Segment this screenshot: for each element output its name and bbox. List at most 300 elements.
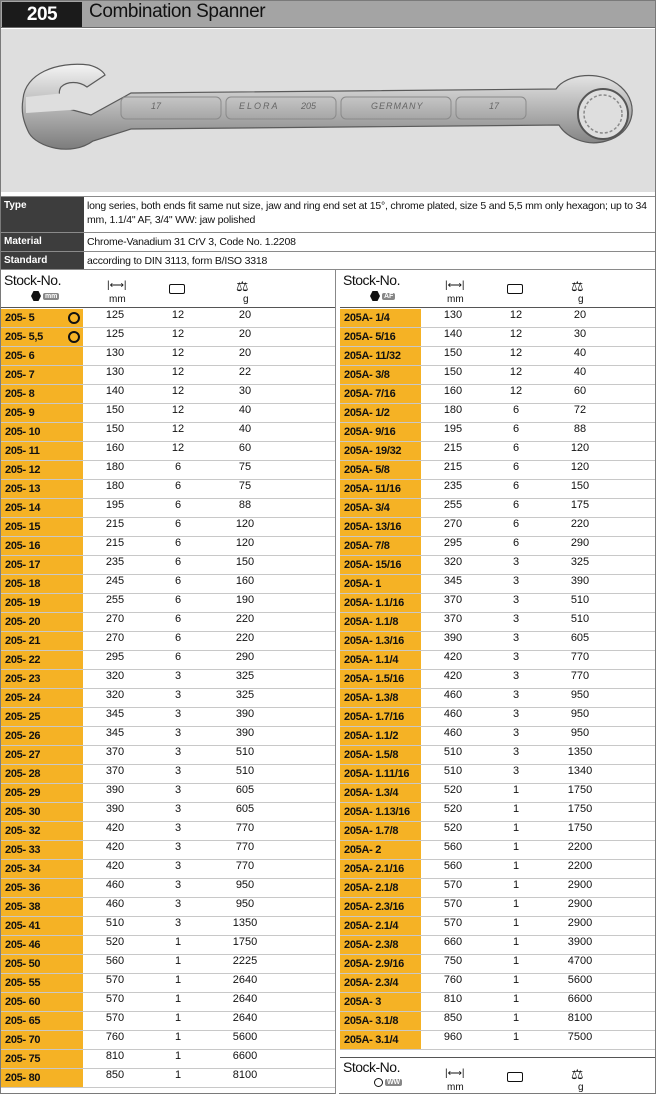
weight-unit: g <box>243 294 249 305</box>
stock-number-cell <box>1 537 83 555</box>
length-cell: 180 <box>105 480 125 492</box>
stock-number: 205- 33 <box>5 844 41 856</box>
stock-number-cell <box>1 575 83 593</box>
stock-number: 205A- 1.5/16 <box>344 673 404 685</box>
length-cell: 195 <box>443 423 463 435</box>
table-row[interactable] <box>1 746 335 765</box>
weight-cell: 220 <box>570 518 590 530</box>
pack-qty-cell: 6 <box>174 499 182 511</box>
stock-number: 205A- 2 <box>344 844 382 856</box>
weight-cell: 88 <box>573 423 587 435</box>
weight-cell: 390 <box>570 575 590 587</box>
pack-qty-cell: 6 <box>174 632 182 644</box>
table-row[interactable] <box>1 879 335 898</box>
table-row[interactable] <box>1 518 335 537</box>
pack-qty-cell: 6 <box>174 575 182 587</box>
stock-number: 205A- 2.9/16 <box>344 958 404 970</box>
table-row[interactable] <box>340 651 655 670</box>
length-cell: 420 <box>443 670 463 682</box>
stock-number: 205A- 11/16 <box>344 483 401 495</box>
table-row[interactable] <box>340 480 655 499</box>
stock-number-cell <box>1 556 83 574</box>
stock-number: 205A- 2.3/16 <box>344 901 404 913</box>
weight-cell: 2900 <box>567 917 593 929</box>
table-row[interactable] <box>340 879 655 898</box>
stock-number: 205- 12 <box>5 464 41 476</box>
table-row[interactable] <box>1 480 335 499</box>
weight-cell: 950 <box>570 727 590 739</box>
table-row[interactable] <box>1 575 335 594</box>
table-row[interactable] <box>1 347 335 366</box>
weight-cell: 770 <box>235 841 255 853</box>
pack-qty-cell: 6 <box>512 442 520 454</box>
stock-number: 205- 60 <box>5 996 41 1008</box>
table-row[interactable] <box>340 594 655 613</box>
weight-cell: 2640 <box>232 993 258 1005</box>
length-cell: 520 <box>443 784 463 796</box>
stock-number-cell <box>1 461 83 479</box>
pack-qty-cell: 6 <box>512 518 520 530</box>
pack-qty-cell: 3 <box>174 822 182 834</box>
table-row[interactable] <box>1 803 335 822</box>
stock-number-cell <box>1 784 83 802</box>
spec-value: long series, both ends fit same nut size, jaw and ring end set at 15°, chrome plated, size 5 and 5,5 mm only hexagon; up to 34 mm, 1.1/4" AF, 3/4" WW: jaw polished <box>87 200 647 226</box>
pack-qty-cell: 3 <box>174 841 182 853</box>
table-row[interactable] <box>340 917 655 936</box>
pack-qty-cell: 6 <box>174 651 182 663</box>
pack-qty-cell: 1 <box>174 936 182 948</box>
stock-number: 205A- 1.7/16 <box>344 711 404 723</box>
table-row[interactable] <box>340 841 655 860</box>
stock-number: 205A- 1.3/4 <box>344 787 399 799</box>
weight-cell: 605 <box>570 632 590 644</box>
stock-number-cell <box>340 765 421 783</box>
weight-cell: 770 <box>570 670 590 682</box>
table-row[interactable] <box>340 575 655 594</box>
stock-number: 205- 16 <box>5 540 41 552</box>
length-cell: 150 <box>443 366 463 378</box>
stock-number-cell <box>340 613 421 631</box>
table-row[interactable] <box>340 727 655 746</box>
weight-cell: 7500 <box>567 1031 593 1043</box>
weight-cell: 950 <box>235 879 255 891</box>
table-row[interactable] <box>1 366 335 385</box>
stock-number-cell <box>1 936 83 954</box>
hexagon-nut-icon <box>370 291 380 301</box>
table-row[interactable] <box>340 993 655 1012</box>
stock-number-cell <box>1 385 83 403</box>
table-row[interactable] <box>1 955 335 974</box>
stock-number: 205A- 1.3/8 <box>344 692 399 704</box>
pack-qty-cell: 12 <box>171 442 185 454</box>
table-row[interactable] <box>1 1012 335 1031</box>
table-row[interactable] <box>1 860 335 879</box>
pack-qty-cell: 1 <box>174 1012 182 1024</box>
weight-cell: 120 <box>570 461 590 473</box>
table-row[interactable] <box>1 613 335 632</box>
length-cell: 370 <box>105 765 125 777</box>
stock-number: 205- 21 <box>5 635 41 647</box>
length-cell: 160 <box>105 442 125 454</box>
table-row[interactable] <box>340 385 655 404</box>
table-row[interactable] <box>1 841 335 860</box>
weight-cell: 770 <box>570 651 590 663</box>
stock-number-cell <box>1 480 83 498</box>
stock-number-cell <box>340 328 421 346</box>
stock-number-cell <box>1 1012 83 1030</box>
table-row[interactable] <box>1 727 335 746</box>
pack-qty-cell: 3 <box>512 575 520 587</box>
table-row[interactable] <box>340 689 655 708</box>
length-icon: |⟷| <box>445 1068 465 1079</box>
length-cell: 140 <box>443 328 463 340</box>
stock-number: 205A- 2.3/4 <box>344 977 399 989</box>
stock-number-cell <box>340 499 421 517</box>
stock-number: 205- 65 <box>5 1015 41 1027</box>
pack-qty-cell: 3 <box>174 784 182 796</box>
stock-number-cell <box>1 727 83 745</box>
table-row[interactable] <box>1 898 335 917</box>
stock-number-cell <box>340 461 421 479</box>
length-cell: 850 <box>105 1069 125 1081</box>
weight-cell: 290 <box>570 537 590 549</box>
weight-cell: 3900 <box>567 936 593 948</box>
length-cell: 245 <box>105 575 125 587</box>
table-row[interactable] <box>1 822 335 841</box>
table-row[interactable] <box>1 385 335 404</box>
weight-cell: 770 <box>235 860 255 872</box>
table-row[interactable] <box>340 784 655 803</box>
stock-number-cell <box>1 993 83 1011</box>
table-row[interactable] <box>340 822 655 841</box>
pack-qty-cell: 1 <box>512 1031 520 1043</box>
table-row[interactable] <box>340 404 655 423</box>
table-row[interactable] <box>1 461 335 480</box>
table-row[interactable] <box>1 537 335 556</box>
pack-qty-cell: 1 <box>174 1069 182 1081</box>
length-cell: 510 <box>443 765 463 777</box>
spec-row-type <box>1 196 655 232</box>
pack-qty-cell: 12 <box>171 347 185 359</box>
hexagon-only-icon <box>68 331 80 343</box>
stock-number: 205- 75 <box>5 1053 41 1065</box>
weight-cell: 60 <box>573 385 587 397</box>
pack-qty-cell: 3 <box>174 917 182 929</box>
table-row[interactable] <box>1 670 335 689</box>
table-row[interactable] <box>1 936 335 955</box>
weight-cell: 20 <box>573 309 587 321</box>
stock-number-cell <box>340 404 421 422</box>
stock-number-cell <box>1 594 83 612</box>
length-cell: 370 <box>443 594 463 606</box>
engraving-number: 205 <box>301 101 317 111</box>
stock-number-cell <box>340 689 421 707</box>
length-cell: 510 <box>105 917 125 929</box>
stock-number: 205- 55 <box>5 977 41 989</box>
table-row[interactable] <box>1 404 335 423</box>
weight-cell: 510 <box>235 746 255 758</box>
length-cell: 270 <box>443 518 463 530</box>
spec-value: Chrome-Vanadium 31 CrV 3, Code No. 1.2208 <box>87 236 296 248</box>
weight-cell: 605 <box>235 784 255 796</box>
stock-number-cell <box>1 708 83 726</box>
weight-cell: 390 <box>235 727 255 739</box>
length-cell: 130 <box>105 347 125 359</box>
stock-number-cell <box>1 1031 83 1049</box>
weight-cell: 22 <box>238 366 252 378</box>
pack-qty-cell: 12 <box>509 347 523 359</box>
length-cell: 130 <box>443 309 463 321</box>
table-row[interactable] <box>340 936 655 955</box>
table-row[interactable] <box>1 594 335 613</box>
stock-number: 205A- 2.1/16 <box>344 863 404 875</box>
table-row[interactable] <box>1 309 335 328</box>
table-row[interactable] <box>1 1050 335 1069</box>
table-row[interactable] <box>340 518 655 537</box>
stock-number: 205- 23 <box>5 673 41 685</box>
stock-number-cell <box>1 309 83 327</box>
stock-number-cell <box>1 651 83 669</box>
table-row[interactable] <box>340 708 655 727</box>
weight-cell: 950 <box>570 689 590 701</box>
pack-qty-cell: 12 <box>509 385 523 397</box>
scale-icon: ⚖ <box>236 278 249 294</box>
stock-number-cell <box>340 708 421 726</box>
stock-number: 205A- 3/4 <box>344 502 390 514</box>
table-row[interactable] <box>1 556 335 575</box>
stock-number: 205- 25 <box>5 711 41 723</box>
table-row[interactable] <box>1 974 335 993</box>
weight-unit: g <box>578 294 584 305</box>
table-row[interactable] <box>340 746 655 765</box>
table-row[interactable] <box>340 803 655 822</box>
size-unit-badge: AF <box>383 292 394 300</box>
pack-qty-cell: 1 <box>512 784 520 796</box>
pack-qty-cell: 1 <box>512 993 520 1005</box>
table-row[interactable] <box>340 670 655 689</box>
product-photo <box>1 29 655 194</box>
pack-qty-cell: 3 <box>512 746 520 758</box>
stock-number: 205- 5 <box>5 312 35 324</box>
table-row[interactable] <box>340 613 655 632</box>
stock-number-cell <box>1 917 83 935</box>
table-row[interactable] <box>340 632 655 651</box>
length-cell: 345 <box>105 727 125 739</box>
weight-cell: 1340 <box>567 765 593 777</box>
length-cell: 460 <box>443 708 463 720</box>
engraving-size-right: 17 <box>489 101 500 111</box>
table-row[interactable] <box>340 328 655 347</box>
pack-qty-cell: 12 <box>509 328 523 340</box>
pack-qty-cell: 3 <box>174 689 182 701</box>
table-row[interactable] <box>340 461 655 480</box>
stock-number-cell <box>1 613 83 631</box>
stock-number: 205A- 1.3/16 <box>344 635 404 647</box>
engraving-size-left: 17 <box>151 101 162 111</box>
hexagon-nut-icon <box>31 291 41 301</box>
length-cell: 460 <box>105 898 125 910</box>
length-cell: 150 <box>105 423 125 435</box>
length-unit: mm <box>109 294 126 305</box>
weight-cell: 325 <box>235 670 255 682</box>
weight-cell: 510 <box>570 594 590 606</box>
stock-number: 205- 24 <box>5 692 41 704</box>
table-row[interactable] <box>340 537 655 556</box>
stock-number: 205A- 5/16 <box>344 331 396 343</box>
stock-number: 205A- 1 <box>344 578 382 590</box>
pack-qty-cell: 6 <box>174 594 182 606</box>
length-cell: 570 <box>105 993 125 1005</box>
pack-qty-cell: 6 <box>512 461 520 473</box>
engraving-origin: GERMANY <box>371 101 424 111</box>
stock-number-cell <box>1 841 83 859</box>
spec-label: Material <box>1 233 84 251</box>
length-cell: 270 <box>105 632 125 644</box>
stock-number: 205A- 1.5/8 <box>344 749 399 761</box>
stock-number-cell <box>1 860 83 878</box>
pack-qty-cell: 1 <box>174 1031 182 1043</box>
table-row[interactable] <box>1 1069 335 1088</box>
length-cell: 140 <box>105 385 125 397</box>
weight-cell: 605 <box>235 803 255 815</box>
stock-number-cell <box>340 784 421 802</box>
weight-cell: 175 <box>570 499 590 511</box>
table-row[interactable] <box>340 347 655 366</box>
stock-number-cell <box>340 936 421 954</box>
table-row[interactable] <box>1 765 335 784</box>
length-cell: 760 <box>105 1031 125 1043</box>
table-row[interactable] <box>340 366 655 385</box>
weight-cell: 510 <box>235 765 255 777</box>
title-bar <box>1 1 655 28</box>
length-cell: 520 <box>443 803 463 815</box>
pack-qty-cell: 12 <box>171 328 185 340</box>
pack-qty-cell: 1 <box>512 879 520 891</box>
table-row[interactable] <box>340 860 655 879</box>
weight-cell: 20 <box>238 309 252 321</box>
length-cell: 390 <box>443 632 463 644</box>
stock-number-cell <box>340 727 421 745</box>
length-cell: 390 <box>105 784 125 796</box>
pack-qty-cell: 1 <box>512 974 520 986</box>
length-cell: 560 <box>443 841 463 853</box>
length-cell: 460 <box>443 727 463 739</box>
weight-cell: 1750 <box>567 822 593 834</box>
table-row[interactable] <box>340 499 655 518</box>
table-row[interactable] <box>340 898 655 917</box>
table-row[interactable] <box>1 689 335 708</box>
stock-number-cell <box>1 1050 83 1068</box>
pack-qty-cell: 3 <box>512 689 520 701</box>
weight-cell: 60 <box>238 442 252 454</box>
stock-no-header: Stock-No. <box>343 1059 400 1075</box>
table-row[interactable] <box>340 423 655 442</box>
pack-qty-cell: 1 <box>512 936 520 948</box>
length-cell: 460 <box>443 689 463 701</box>
length-cell: 255 <box>443 499 463 511</box>
table-row[interactable] <box>340 765 655 784</box>
table-row[interactable] <box>340 1012 655 1031</box>
stock-number-cell <box>340 651 421 669</box>
length-cell: 150 <box>443 347 463 359</box>
stock-number-cell <box>1 670 83 688</box>
length-cell: 320 <box>105 689 125 701</box>
stock-number-cell <box>1 689 83 707</box>
table-row[interactable] <box>1 1031 335 1050</box>
table-row[interactable] <box>1 499 335 518</box>
length-cell: 520 <box>105 936 125 948</box>
stock-number-cell <box>1 1069 83 1087</box>
table-row[interactable] <box>1 328 335 347</box>
stock-number-cell <box>1 822 83 840</box>
table-row[interactable] <box>340 1031 655 1050</box>
weight-cell: 150 <box>235 556 255 568</box>
weight-cell: 40 <box>238 423 252 435</box>
table-row[interactable] <box>1 917 335 936</box>
stock-number-cell <box>340 309 421 327</box>
length-icon: |⟷| <box>107 280 127 291</box>
pack-qty-cell: 3 <box>512 727 520 739</box>
weight-cell: 8100 <box>232 1069 258 1081</box>
table-row[interactable] <box>1 784 335 803</box>
table-row[interactable] <box>1 442 335 461</box>
stock-number: 205- 34 <box>5 863 41 875</box>
length-cell: 570 <box>443 917 463 929</box>
length-cell: 570 <box>443 898 463 910</box>
length-cell: 215 <box>443 442 463 454</box>
table-row[interactable] <box>340 955 655 974</box>
stock-number-cell <box>340 575 421 593</box>
table-row[interactable] <box>1 651 335 670</box>
stock-number: 205A- 1.13/16 <box>344 806 410 818</box>
table-row[interactable] <box>340 442 655 461</box>
stock-number-cell <box>1 347 83 365</box>
table-row[interactable] <box>340 974 655 993</box>
table-row[interactable] <box>1 632 335 651</box>
pack-qty-cell: 12 <box>171 366 185 378</box>
pack-qty-cell: 1 <box>512 955 520 967</box>
length-cell: 420 <box>105 822 125 834</box>
length-cell: 345 <box>105 708 125 720</box>
length-cell: 180 <box>105 461 125 473</box>
weight-cell: 290 <box>235 651 255 663</box>
column-divider <box>335 270 339 1094</box>
stock-number: 205- 5,5 <box>5 331 43 343</box>
pack-qty-cell: 6 <box>512 499 520 511</box>
table-row[interactable] <box>1 708 335 727</box>
weight-cell: 325 <box>570 556 590 568</box>
weight-cell: 1350 <box>232 917 258 929</box>
weight-cell: 8100 <box>567 1012 593 1024</box>
pack-qty-cell: 3 <box>512 632 520 644</box>
spec-label: Standard <box>1 252 84 269</box>
length-cell: 215 <box>105 537 125 549</box>
stock-number: 205A- 1.11/16 <box>344 768 410 780</box>
table-row[interactable] <box>340 309 655 328</box>
stock-number: 205A- 3/8 <box>344 369 390 381</box>
table-row[interactable] <box>1 993 335 1012</box>
hexagon-only-icon <box>68 312 80 324</box>
stock-number: 205A- 9/16 <box>344 426 396 438</box>
stock-number: 205- 19 <box>5 597 41 609</box>
stock-number: 205A- 1.1/2 <box>344 730 399 742</box>
metric-header <box>1 270 335 308</box>
length-cell: 750 <box>443 955 463 967</box>
stock-number: 205- 20 <box>5 616 41 628</box>
stock-number: 205- 27 <box>5 749 41 761</box>
table-row[interactable] <box>340 556 655 575</box>
table-row[interactable] <box>1 423 335 442</box>
